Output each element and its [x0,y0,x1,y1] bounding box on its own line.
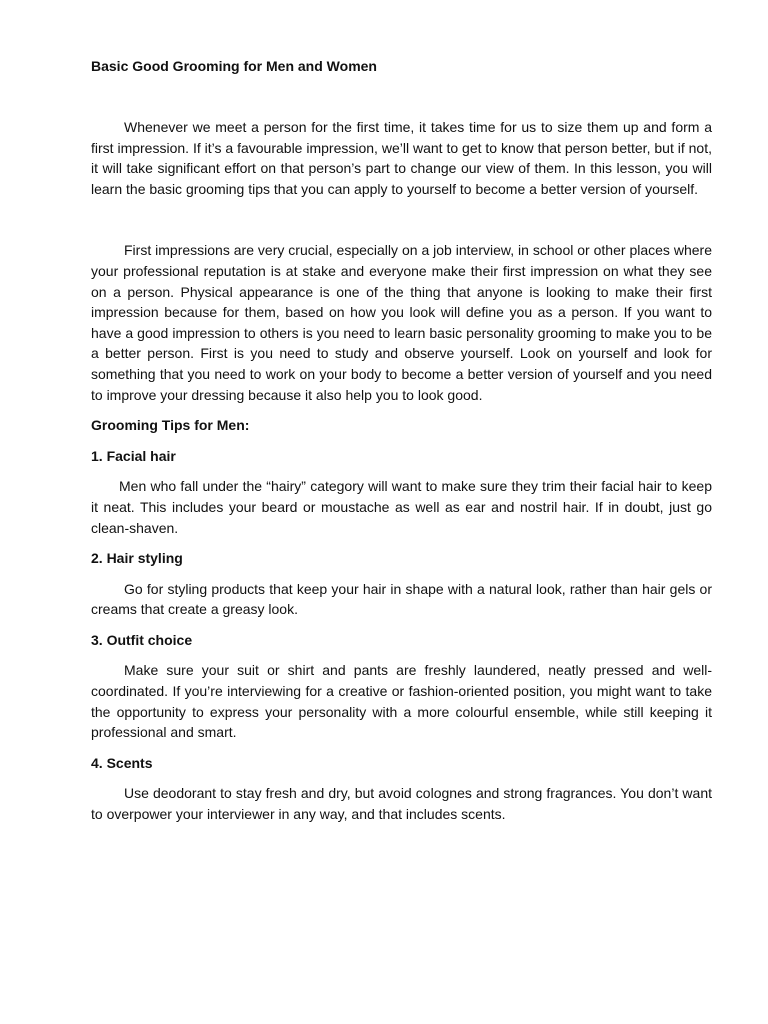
tip-body-facial-hair: Men who fall under the “hairy” category will want to make sure they trim their facial hair to keep it neat. This includes your beard or moustache as well as ear and nostril hair. If in doubt, just go clean-shaven. [91,478,712,536]
section-heading-men-tips: Grooming Tips for Men: [91,417,250,434]
tip-body-hair-styling: Go for styling products that keep your hair in shape with a natural look, rather than hair gels or creams that create a greasy look. [91,580,712,618]
document-title: Basic Good Grooming for Men and Women [91,58,377,74]
tip-body-scents: Use deodorant to stay fresh and dry, but avoid colognes and strong fragrances. You don’t want to overpower your interviewer in any way, and that includes scents. [91,785,712,823]
intro-paragraph-2: First impressions are very crucial, especially on a job interview, in school or other places where your professional reputation is at stake and everyone make their first impression on what they see on a person. Physical appearance is one of the thing that anyone is looking to make their first impression because for them, based on how you look will define you as a person. If you want to have a good impression to others is you need to learn basic personality grooming to make you to be a better person. First is you need to study and observe yourself. Look on yourself and look for something that you need to work on your body to become a better version of yourself and you need to improve your dressing because it also help you to look good. [91,242,712,403]
tip-heading-facial-hair: 1. Facial hair [91,447,176,464]
tip-body-outfit-choice: Make sure your suit or shirt and pants are freshly laundered, neatly pressed and well-coordinated. If you’re interviewing for a creative or fashion-oriented position, you might want to take the opportunity to express your personality with a more colourful ensemble, while still keeping it professional and smart. [91,662,712,741]
intro-paragraph-1: Whenever we meet a person for the first time, it takes time for us to size them up and form a first impression. If it’s a favourable impression, we’ll want to get to know that person better, but if not, it will take significant effort on that person’s part to change our view of them. In this lesson, you will learn the basic grooming tips that you can apply to yourself to become a better version of yourself. [91,119,712,197]
tip-heading-scents: 4. Scents [91,754,153,771]
tip-heading-hair-styling: 2. Hair styling [91,550,183,567]
document-page [91,56,712,825]
tip-heading-outfit-choice: 3. Outfit choice [91,631,193,648]
